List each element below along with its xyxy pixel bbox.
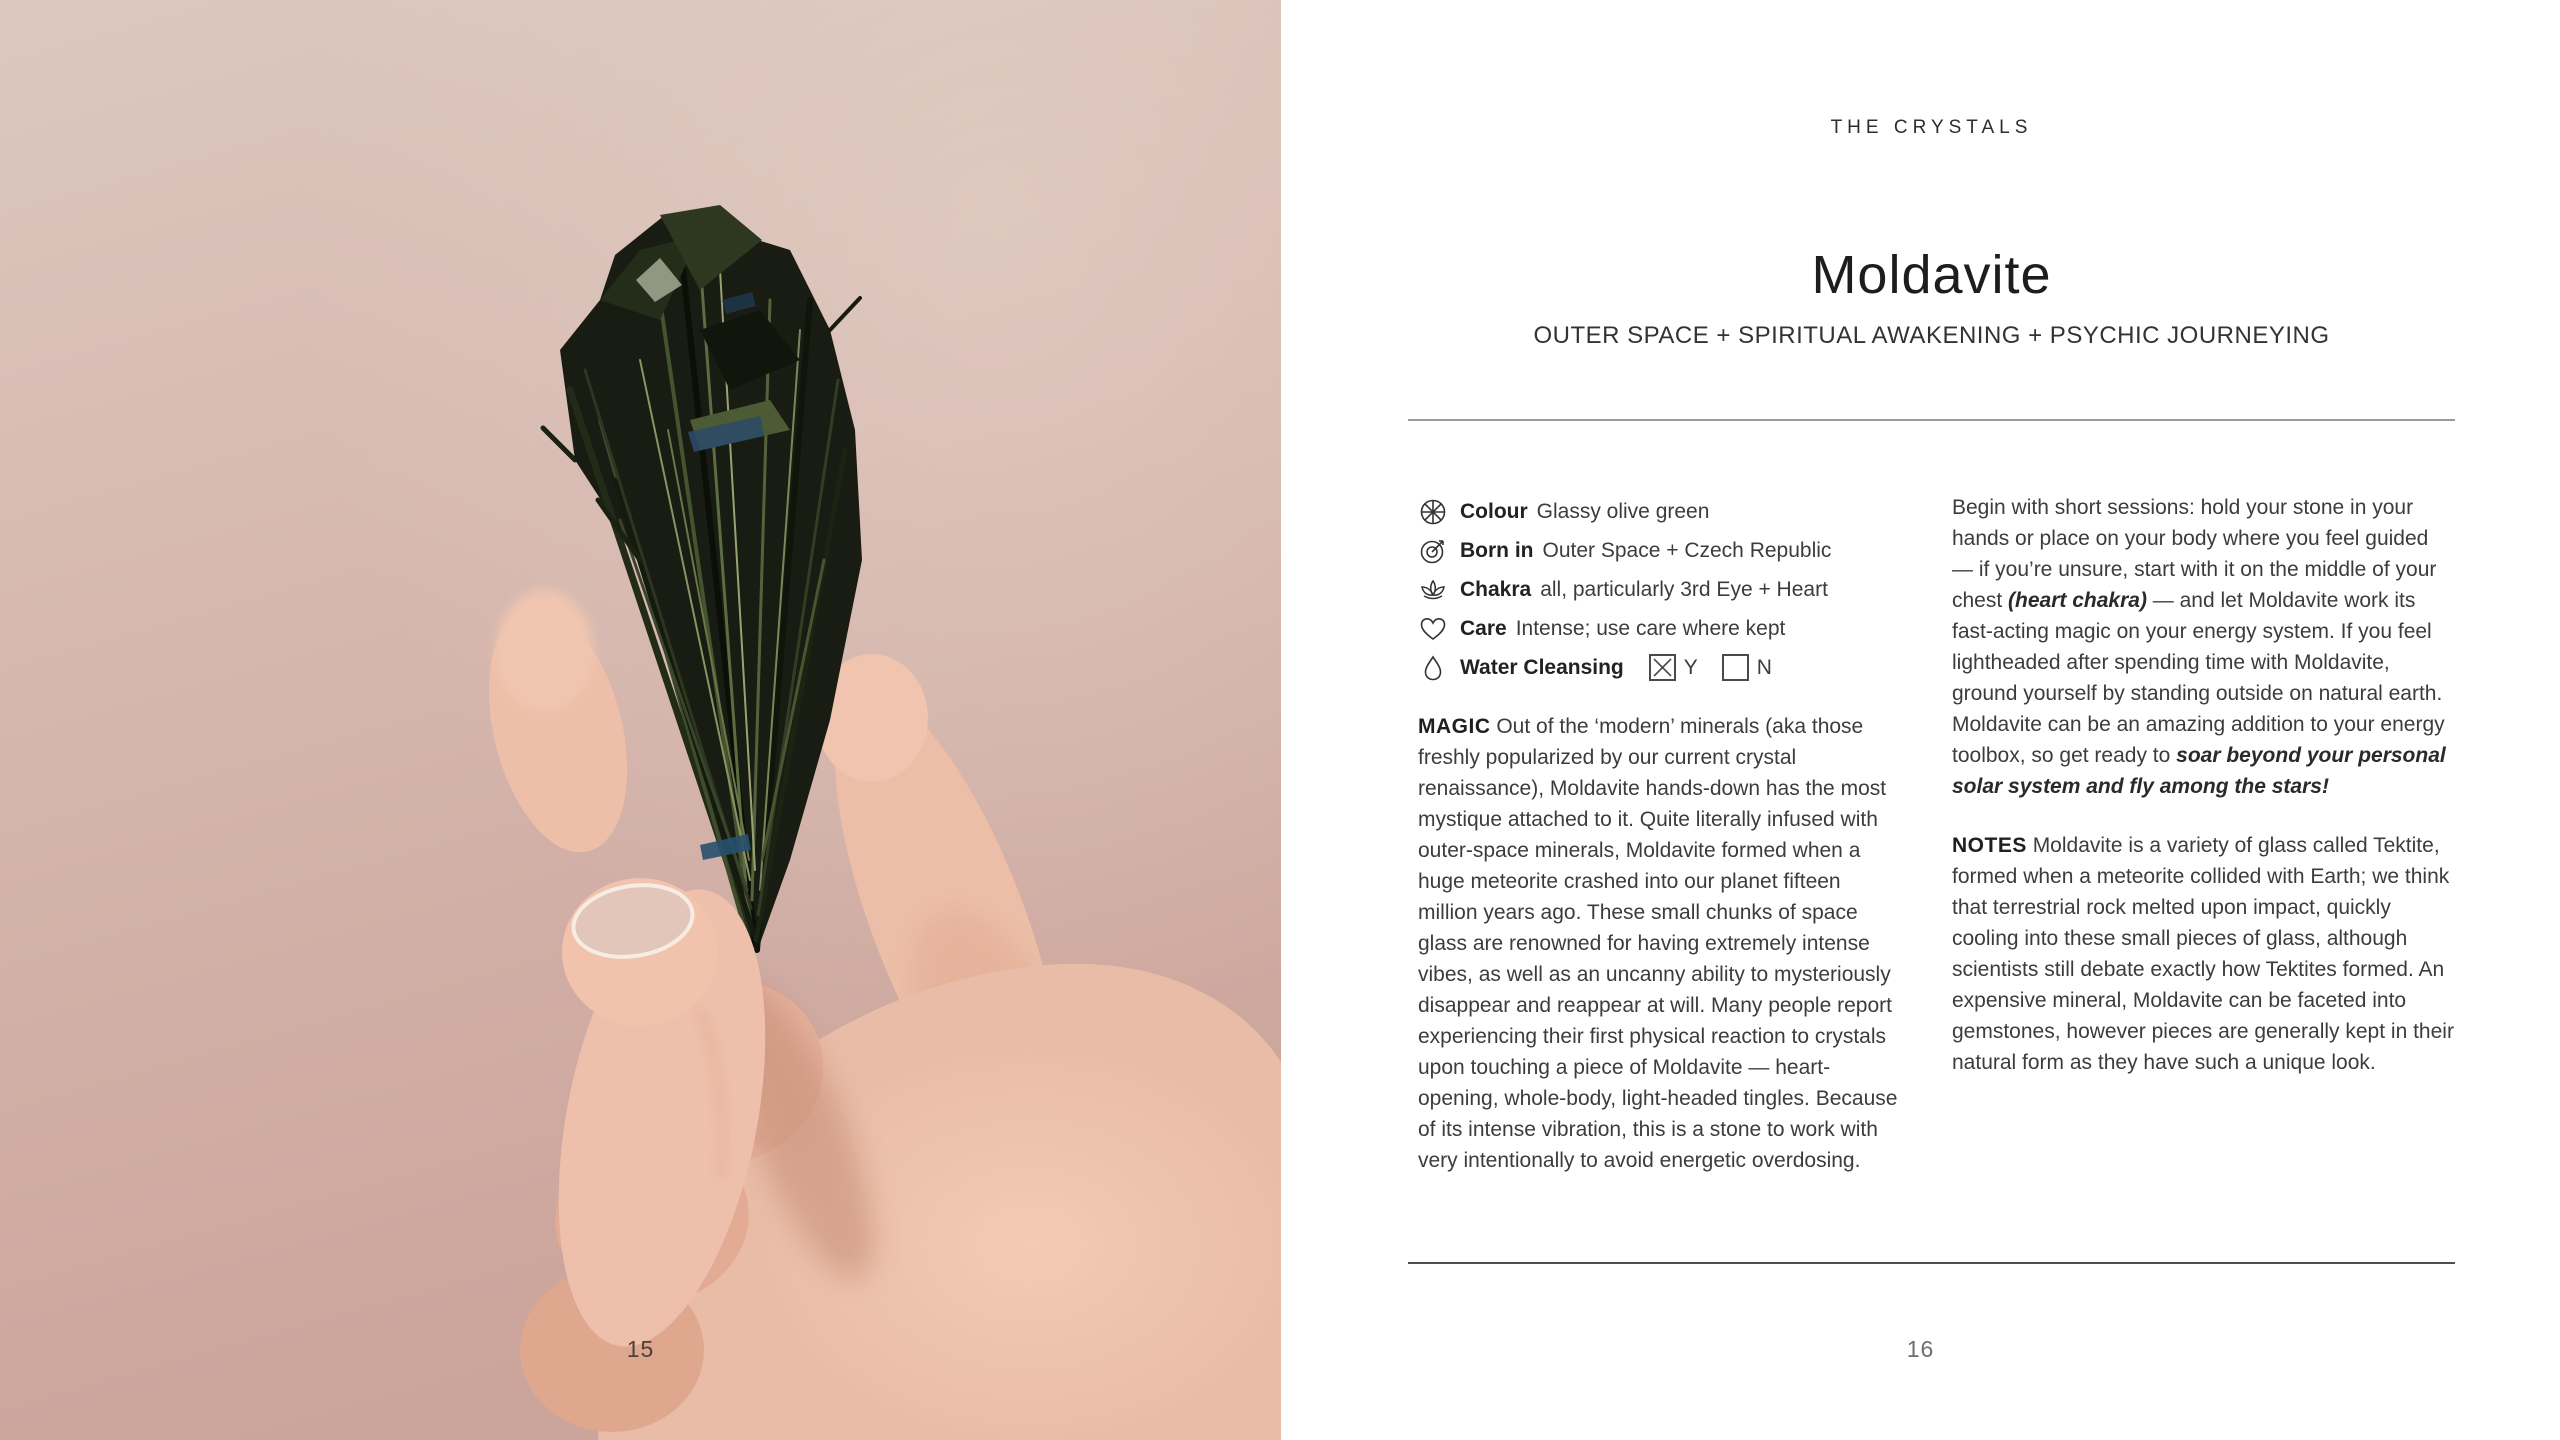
usage-emphasis-heart-chakra: (heart chakra) — [2008, 589, 2147, 612]
magic-label: MAGIC — [1418, 715, 1491, 738]
colour-wheel-icon — [1418, 497, 1448, 527]
notes-label: NOTES — [1952, 834, 2027, 857]
property-row-water-cleansing — [1418, 648, 1904, 687]
water-cleansing-yes-label: Y — [1683, 656, 1698, 679]
text-page — [1281, 0, 2560, 1440]
heart-icon — [1418, 614, 1448, 644]
lotus-icon — [1418, 575, 1448, 605]
property-row-colour — [1418, 492, 1904, 531]
property-label: Born in — [1460, 539, 1534, 562]
magic-paragraph — [1418, 711, 1904, 1176]
bottom-divider — [1408, 1262, 2455, 1264]
property-value: Intense; use care where kept — [1515, 617, 1786, 640]
property-value: Glassy olive green — [1536, 500, 1710, 523]
property-label: Care — [1460, 617, 1507, 640]
right-column — [1952, 492, 2454, 1078]
notes-paragraph — [1952, 830, 2454, 1078]
target-icon — [1418, 536, 1448, 566]
page-title: Moldavite — [1811, 245, 2052, 306]
top-divider — [1408, 419, 2455, 421]
water-drop-icon — [1418, 653, 1448, 683]
water-cleansing-yes-checkbox — [1649, 654, 1676, 681]
usage-text-2: — and let Moldavite work its fast-acting magic on your energy system. If you feel lightheaded after spending time with Moldavite, ground yourself by standing outside on natural earth. Moldavite can be an amazing addition to your energy toolbox, so get ready to — [1952, 589, 2445, 767]
left-page-number: 15 — [626, 1336, 655, 1362]
water-cleansing-no-label: N — [1756, 656, 1772, 679]
water-cleansing-no-checkbox — [1722, 654, 1749, 681]
magic-text: Out of the ‘modern’ minerals (aka those freshly popularized by our current crystal renaissance), Moldavite hands-down has the most mystique attached to it. Quite literally infused with outer-space minerals, Moldavite formed when a huge meteorite crashed into our planet fifteen million years ago. These small chunks of space glass are renowned for having extremely intense vibes, as well as an uncanny ability to mysteriously disappear and reappear at will. Many people report experiencing their first physical reaction to crystals upon touching a piece of Moldavite — heart-opening, whole-body, light-headed tingles. Because of its intense vibration, this is a stone to work with very intentionally to avoid energetic overdosing. — [1418, 715, 1898, 1172]
property-label: Colour — [1460, 500, 1528, 523]
section-kicker: THE CRYSTALS — [1830, 117, 2033, 138]
usage-paragraph — [1952, 492, 2454, 802]
property-value: Outer Space + Czech Republic — [1542, 539, 1832, 562]
notes-text: Moldavite is a variety of glass called Tektite, formed when a meteorite collided with Earth; we think that terrestrial rock melted upon impact, quickly cooling into these small pieces of glass, although scientists still debate exactly how Tektites formed. An expensive mineral, Moldavite can be faceted into gemstones, however pieces are generally kept in their natural form as they have such a unique look. — [1952, 834, 2454, 1074]
left-column — [1418, 492, 1904, 1176]
property-label: Water Cleansing — [1460, 656, 1624, 679]
property-value: all, particularly 3rd Eye + Heart — [1540, 578, 1828, 601]
page-content — [1408, 0, 2455, 1440]
page-subtitle: OUTER SPACE + SPIRITUAL AWAKENING + PSYCHIC JOURNEYING — [1533, 322, 2330, 349]
property-row-born-in — [1418, 531, 1904, 570]
property-label: Chakra — [1460, 578, 1532, 601]
right-page-number: 16 — [1906, 1336, 1935, 1362]
usage-text-1: Begin with short sessions: hold your stone in your hands or place on your body where you feel guided — if you’re unsure, start with it on the middle of your chest — [1952, 496, 2437, 612]
property-row-chakra — [1418, 570, 1904, 609]
usage-emphasis-stars: soar beyond your personal solar system and fly among the stars! — [1952, 744, 2446, 798]
property-row-care — [1418, 609, 1904, 648]
